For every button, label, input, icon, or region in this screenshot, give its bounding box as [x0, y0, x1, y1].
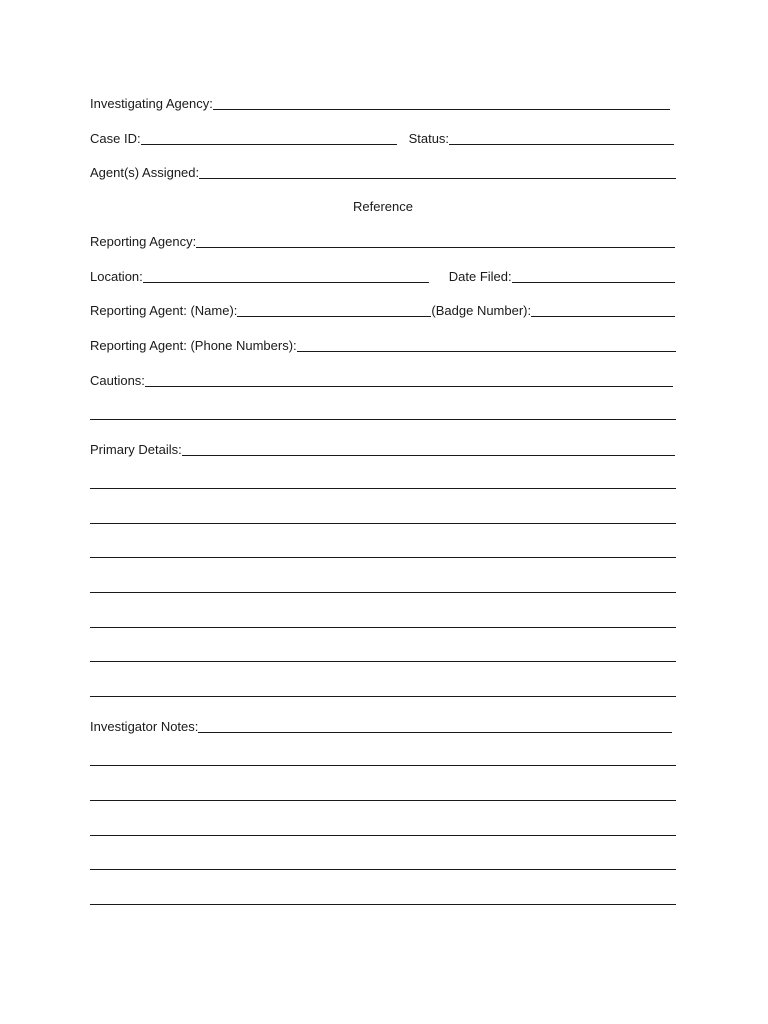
investigator-notes-blank-line[interactable]: [90, 835, 676, 836]
investigator-notes-label: Investigator Notes:: [90, 719, 199, 734]
primary-details-label: Primary Details:: [90, 442, 182, 457]
investigating-agency-row: [90, 94, 676, 112]
investigator-notes-field[interactable]: [198, 732, 672, 733]
primary-details-blank-line[interactable]: [90, 592, 676, 593]
location-date-row: [90, 267, 676, 285]
reporting-agent-phone-row: [90, 336, 676, 354]
investigator-notes-blank-line[interactable]: [90, 800, 676, 801]
cautions-row: [90, 371, 676, 389]
date-filed-label: Date Filed:: [448, 269, 512, 284]
agents-assigned-field[interactable]: [199, 178, 676, 179]
investigator-notes-blank-line[interactable]: [90, 904, 676, 905]
investigating-agency-field[interactable]: [213, 109, 670, 110]
cautions-label: Cautions:: [90, 373, 145, 388]
reporting-agency-label: Reporting Agency:: [90, 234, 197, 249]
primary-details-blank-line[interactable]: [90, 488, 676, 489]
primary-details-blank-line[interactable]: [90, 557, 676, 558]
reporting-agent-name-row: [90, 301, 676, 319]
status-field[interactable]: [449, 144, 674, 145]
location-field[interactable]: [143, 282, 429, 283]
badge-number-label: (Badge Number):: [431, 303, 532, 318]
status-label: Status:: [408, 131, 450, 146]
investigator-notes-row: [90, 717, 676, 735]
agents-assigned-row: [90, 163, 676, 181]
primary-details-row: [90, 440, 676, 458]
cautions-field[interactable]: [145, 386, 673, 387]
badge-number-field[interactable]: [531, 316, 675, 317]
case-id-field[interactable]: [141, 144, 397, 145]
reporting-agent-name-field[interactable]: [237, 316, 431, 317]
location-label: Location:: [90, 269, 143, 284]
investigator-notes-blank-line[interactable]: [90, 869, 676, 870]
investigating-agency-label: Investigating Agency:: [90, 96, 213, 111]
case-id-label: Case ID:: [90, 131, 141, 146]
case-status-row: [90, 129, 676, 147]
date-filed-field[interactable]: [512, 282, 675, 283]
reporting-agency-row: [90, 232, 676, 250]
reporting-agency-field[interactable]: [196, 247, 675, 248]
primary-details-blank-line[interactable]: [90, 627, 676, 628]
reference-heading: Reference: [353, 199, 413, 214]
primary-details-blank-line[interactable]: [90, 696, 676, 697]
investigator-notes-blank-line[interactable]: [90, 765, 676, 766]
primary-details-blank-line[interactable]: [90, 661, 676, 662]
reporting-agent-phone-field[interactable]: [297, 351, 676, 352]
primary-details-field[interactable]: [182, 455, 675, 456]
reporting-agent-name-label: Reporting Agent: (Name):: [90, 303, 238, 318]
cautions-blank-line[interactable]: [90, 419, 676, 420]
agents-assigned-label: Agent(s) Assigned:: [90, 165, 200, 180]
primary-details-blank-line[interactable]: [90, 523, 676, 524]
reporting-agent-phone-label: Reporting Agent: (Phone Numbers):: [90, 338, 297, 353]
